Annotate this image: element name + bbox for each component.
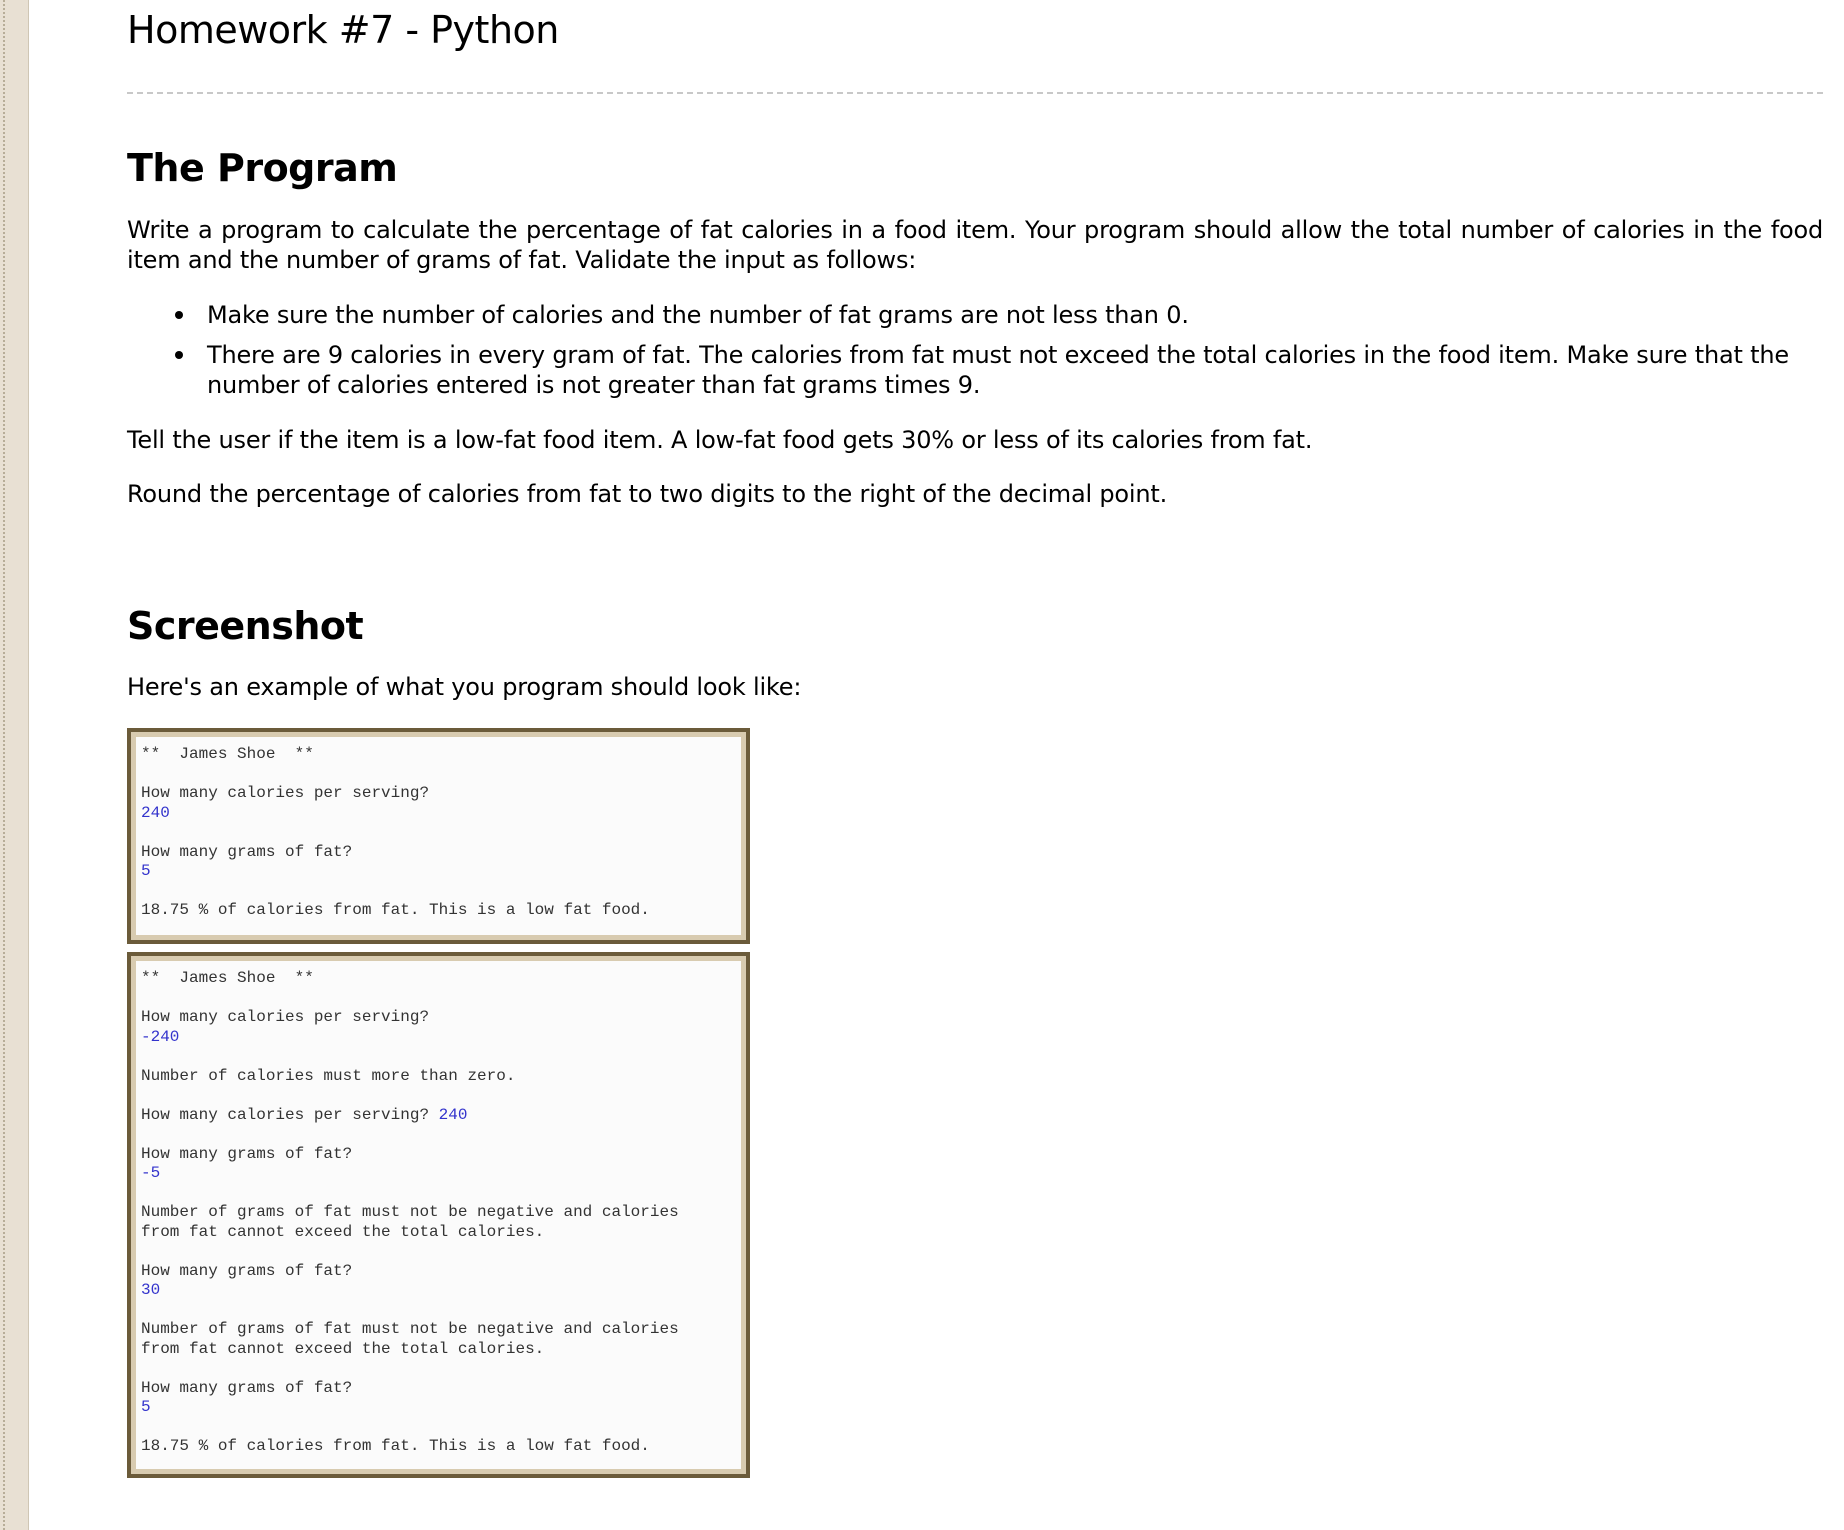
console-banner: ** James Shoe ** xyxy=(141,745,314,763)
section-heading-program: The Program xyxy=(127,146,398,190)
console-prompt: How many grams of fat? xyxy=(141,842,353,861)
console-output xyxy=(136,737,741,935)
console-user-input: 240 xyxy=(438,1105,468,1124)
console-error: from fat cannot exceed the total calories. xyxy=(141,1222,545,1241)
bullet-icon xyxy=(175,311,183,319)
validation-item-text: There are 9 calories in every gram of fat. The calories from fat must not exceed the total calories in the food item. Make sure that the number of calories entered is not greater than fat grams times 9. xyxy=(207,341,1789,399)
validation-item-text: Make sure the number of calories and the number of fat grams are not less than 0. xyxy=(207,301,1189,329)
console-prompt-inline xyxy=(141,1106,736,1126)
screenshot-intro: Here's an example of what you program should look like: xyxy=(127,673,802,701)
console-screenshot-2 xyxy=(127,952,750,1478)
rounding-paragraph: Round the percentage of calories from fat to two digits to the right of the decimal point. xyxy=(127,480,1168,508)
console-user-input: 30 xyxy=(141,1281,161,1299)
console-screenshot-1 xyxy=(127,728,750,944)
console-prompt: How many calories per serving? xyxy=(141,1105,439,1124)
title-divider xyxy=(127,92,1823,94)
page-title: Homework #7 - Python xyxy=(127,8,559,52)
console-user-input: -5 xyxy=(141,1164,161,1182)
console-output xyxy=(136,961,741,1469)
validation-item xyxy=(127,340,1844,400)
section-heading-screenshot: Screenshot xyxy=(127,604,364,648)
console-result: 18.75 % of calories from fat. This is a low fat food. xyxy=(141,901,650,919)
console-error: from fat cannot exceed the total calories. xyxy=(141,1339,545,1358)
console-user-input: -240 xyxy=(141,1027,180,1046)
console-error: Number of grams of fat must not be negative and calories xyxy=(141,1320,679,1338)
console-banner: ** James Shoe ** xyxy=(141,969,314,987)
program-intro: Write a program to calculate the percentage of fat calories in a food item. Your program should allow the total number of calories in the food item and the number of grams of fat. Validate the input as follows: xyxy=(127,216,1823,274)
console-prompt: How many calories per serving? xyxy=(141,1008,430,1026)
console-prompt: How many grams of fat? xyxy=(141,1378,353,1397)
console-error: Number of grams of fat must not be negative and calories xyxy=(141,1203,679,1221)
bullet-icon xyxy=(175,351,183,359)
lowfat-paragraph: Tell the user if the item is a low-fat food item. A low-fat food gets 30% or less of its calories from fat. xyxy=(127,426,1313,454)
console-user-input: 5 xyxy=(141,862,151,880)
console-user-input: 240 xyxy=(141,803,170,822)
console-error: Number of calories must more than zero. xyxy=(141,1066,516,1085)
left-rail xyxy=(0,0,29,1530)
validation-item xyxy=(127,300,1844,330)
console-prompt: How many grams of fat? xyxy=(141,1144,353,1163)
validation-list xyxy=(127,300,1823,410)
console-result: 18.75 % of calories from fat. This is a low fat food. xyxy=(141,1437,650,1455)
console-prompt: How many grams of fat? xyxy=(141,1261,353,1280)
console-user-input: 5 xyxy=(141,1398,151,1416)
console-prompt: How many calories per serving? xyxy=(141,784,430,802)
